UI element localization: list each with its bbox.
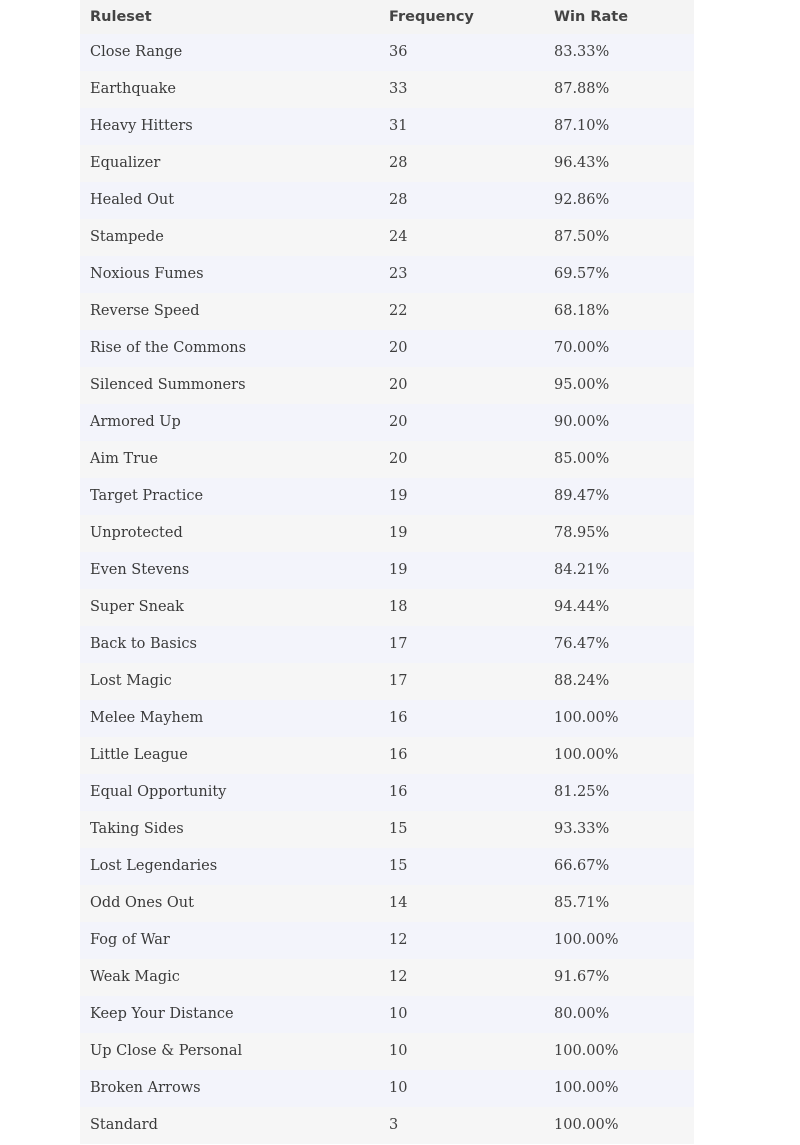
win-rate-cell: 70.00% — [554, 340, 610, 356]
ruleset-cell: Target Practice — [90, 488, 204, 504]
table-row — [80, 1107, 694, 1144]
frequency-cell: 36 — [389, 44, 408, 60]
frequency-cell: 3 — [389, 1117, 399, 1133]
frequency-cell: 10 — [389, 1043, 408, 1059]
frequency-cell: 16 — [389, 747, 408, 763]
table-row — [80, 182, 694, 219]
win-rate-cell: 85.00% — [554, 451, 610, 467]
frequency-cell: 20 — [389, 451, 408, 467]
ruleset-cell: Heavy Hitters — [90, 118, 193, 134]
column-header-frequency: Frequency — [389, 9, 474, 25]
win-rate-cell: 94.44% — [554, 599, 610, 615]
frequency-cell: 19 — [389, 562, 408, 578]
table-row — [80, 330, 694, 367]
table-row — [80, 515, 694, 552]
frequency-cell: 23 — [389, 266, 408, 282]
table-row — [80, 959, 694, 996]
win-rate-cell: 87.10% — [554, 118, 610, 134]
table-row — [80, 1033, 694, 1070]
ruleset-cell: Weak Magic — [90, 969, 180, 985]
ruleset-cell: Melee Mayhem — [90, 710, 204, 726]
win-rate-cell: 95.00% — [554, 377, 610, 393]
win-rate-cell: 93.33% — [554, 821, 610, 837]
ruleset-cell: Even Stevens — [90, 562, 190, 578]
ruleset-cell: Little League — [90, 747, 188, 763]
frequency-cell: 31 — [389, 118, 408, 134]
ruleset-cell: Keep Your Distance — [90, 1006, 234, 1022]
frequency-cell: 33 — [389, 81, 408, 97]
win-rate-cell: 100.00% — [554, 710, 619, 726]
ruleset-cell: Taking Sides — [90, 821, 184, 837]
frequency-cell: 19 — [389, 488, 408, 504]
frequency-cell: 15 — [389, 821, 408, 837]
table-row — [80, 145, 694, 182]
table-body — [80, 34, 694, 1144]
ruleset-cell: Stampede — [90, 229, 164, 245]
table-row — [80, 552, 694, 589]
ruleset-cell: Healed Out — [90, 192, 175, 208]
frequency-cell: 10 — [389, 1006, 408, 1022]
ruleset-cell: Super Sneak — [90, 599, 184, 615]
win-rate-cell: 80.00% — [554, 1006, 610, 1022]
ruleset-cell: Standard — [90, 1117, 158, 1133]
table-row — [80, 404, 694, 441]
table-row — [80, 34, 694, 71]
table-row — [80, 774, 694, 811]
ruleset-cell: Close Range — [90, 44, 183, 60]
ruleset-cell: Fog of War — [90, 932, 170, 948]
win-rate-cell: 100.00% — [554, 1080, 619, 1096]
ruleset-cell: Lost Magic — [90, 673, 172, 689]
frequency-cell: 15 — [389, 858, 408, 874]
frequency-cell: 18 — [389, 599, 408, 615]
win-rate-cell: 91.67% — [554, 969, 610, 985]
win-rate-cell: 100.00% — [554, 1117, 619, 1133]
ruleset-cell: Earthquake — [90, 81, 176, 97]
win-rate-cell: 100.00% — [554, 932, 619, 948]
win-rate-cell: 66.67% — [554, 858, 610, 874]
ruleset-cell: Noxious Fumes — [90, 266, 204, 282]
ruleset-stats-table-container — [80, 0, 694, 1144]
win-rate-cell: 81.25% — [554, 784, 610, 800]
column-header-ruleset: Ruleset — [90, 9, 152, 25]
win-rate-cell: 85.71% — [554, 895, 610, 911]
table-row — [80, 1070, 694, 1107]
table-row — [80, 811, 694, 848]
frequency-cell: 28 — [389, 155, 408, 171]
ruleset-cell: Unprotected — [90, 525, 183, 541]
table-row — [80, 885, 694, 922]
table-row — [80, 71, 694, 108]
frequency-cell: 16 — [389, 710, 408, 726]
column-header-win-rate: Win Rate — [554, 9, 629, 25]
ruleset-cell: Odd Ones Out — [90, 895, 194, 911]
win-rate-cell: 89.47% — [554, 488, 610, 504]
table-row — [80, 848, 694, 885]
ruleset-cell: Equal Opportunity — [90, 784, 227, 800]
frequency-cell: 19 — [389, 525, 408, 541]
win-rate-cell: 76.47% — [554, 636, 610, 652]
frequency-cell: 20 — [389, 377, 408, 393]
ruleset-cell: Rise of the Commons — [90, 340, 247, 356]
frequency-cell: 20 — [389, 414, 408, 430]
win-rate-cell: 88.24% — [554, 673, 610, 689]
win-rate-cell: 83.33% — [554, 44, 610, 60]
win-rate-cell: 87.50% — [554, 229, 610, 245]
table-header — [80, 0, 694, 34]
ruleset-cell: Lost Legendaries — [90, 858, 218, 874]
win-rate-cell: 87.88% — [554, 81, 610, 97]
frequency-cell: 16 — [389, 784, 408, 800]
ruleset-cell: Equalizer — [90, 155, 161, 171]
frequency-cell: 12 — [389, 932, 408, 948]
ruleset-cell: Back to Basics — [90, 636, 197, 652]
table-row — [80, 441, 694, 478]
table-row — [80, 256, 694, 293]
table-row — [80, 663, 694, 700]
ruleset-cell: Armored Up — [90, 414, 181, 430]
ruleset-cell: Reverse Speed — [90, 303, 200, 319]
win-rate-cell: 92.86% — [554, 192, 610, 208]
win-rate-cell: 84.21% — [554, 562, 610, 578]
table-row — [80, 700, 694, 737]
table-row — [80, 589, 694, 626]
win-rate-cell: 100.00% — [554, 1043, 619, 1059]
win-rate-cell: 96.43% — [554, 155, 610, 171]
table-row — [80, 367, 694, 404]
ruleset-cell: Up Close & Personal — [90, 1043, 243, 1059]
frequency-cell: 17 — [389, 673, 408, 689]
frequency-cell: 12 — [389, 969, 408, 985]
table-row — [80, 737, 694, 774]
win-rate-cell: 68.18% — [554, 303, 610, 319]
table-row — [80, 219, 694, 256]
frequency-cell: 20 — [389, 340, 408, 356]
frequency-cell: 28 — [389, 192, 408, 208]
frequency-cell: 10 — [389, 1080, 408, 1096]
win-rate-cell: 78.95% — [554, 525, 610, 541]
table-row — [80, 922, 694, 959]
table-row — [80, 108, 694, 145]
win-rate-cell: 69.57% — [554, 266, 610, 282]
frequency-cell: 24 — [389, 229, 408, 245]
win-rate-cell: 90.00% — [554, 414, 610, 430]
ruleset-stats-table — [80, 0, 694, 1144]
table-header-row — [80, 0, 694, 34]
frequency-cell: 14 — [389, 895, 408, 911]
win-rate-cell: 100.00% — [554, 747, 619, 763]
ruleset-cell: Silenced Summoners — [90, 377, 246, 393]
ruleset-cell: Broken Arrows — [90, 1080, 201, 1096]
table-row — [80, 293, 694, 330]
table-row — [80, 626, 694, 663]
frequency-cell: 17 — [389, 636, 408, 652]
ruleset-cell: Aim True — [90, 451, 158, 467]
table-row — [80, 996, 694, 1033]
table-row — [80, 478, 694, 515]
frequency-cell: 22 — [389, 303, 408, 319]
